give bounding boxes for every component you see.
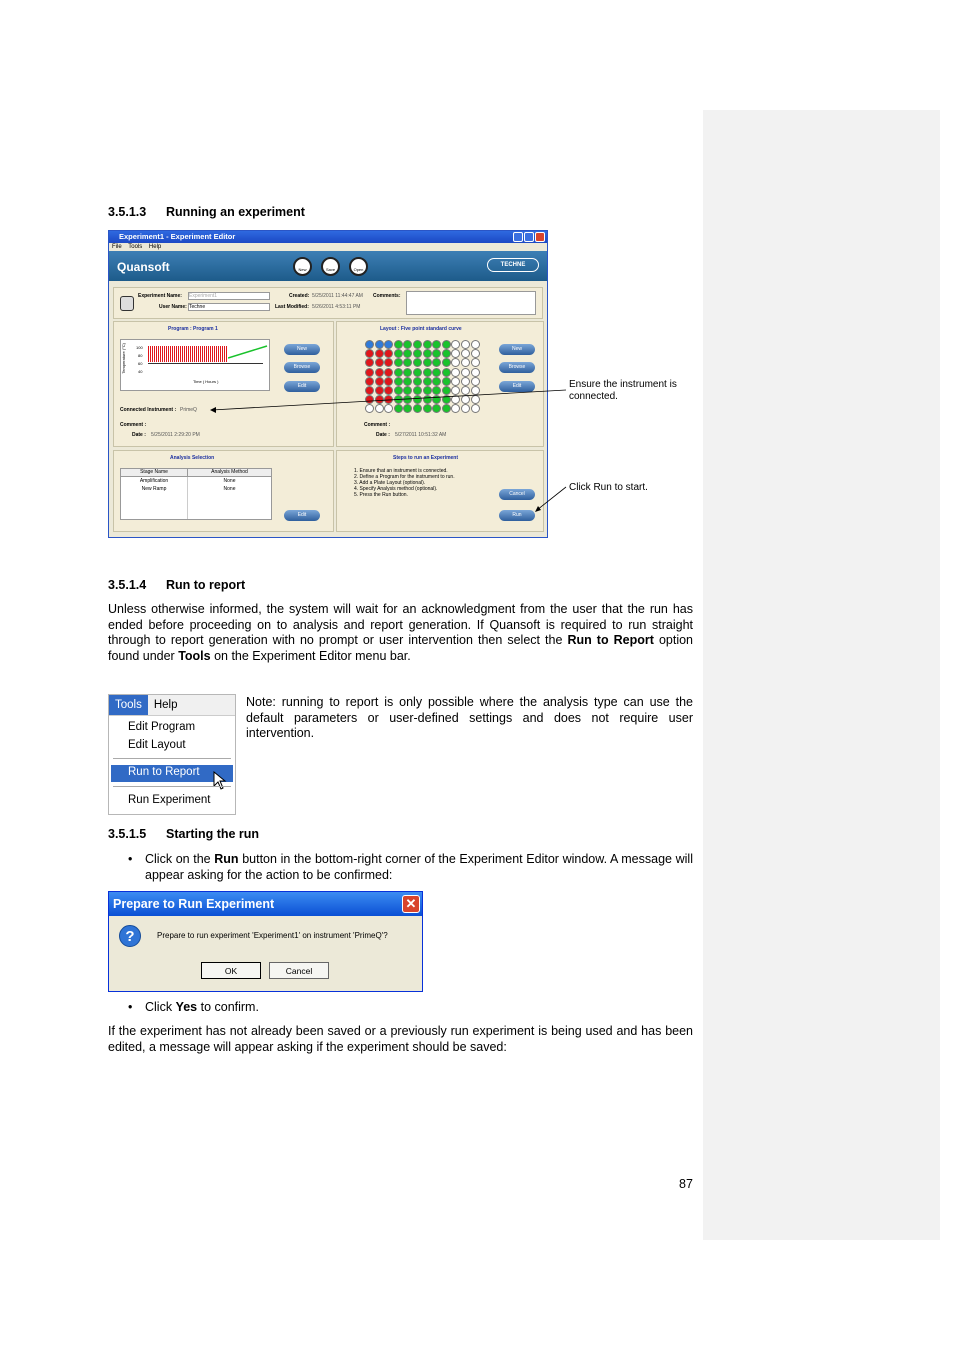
comment-margin [703, 110, 940, 1240]
menu-item-edit-layout[interactable]: Edit Layout [128, 739, 186, 751]
menu-item-run-to-report[interactable]: Run to Report [111, 765, 233, 782]
section-heading-report: 3.5.1.4 Run to report [108, 578, 246, 592]
exp-name-field[interactable]: Experiment1 [188, 292, 270, 300]
analysis-edit-button[interactable]: Edit [284, 510, 320, 521]
new-icon[interactable]: New [293, 257, 312, 276]
report-paragraph: Unless otherwise informed, the system will wait for an acknowledgment from the user that the run has ended before proceeding on to analysis and report generation. If Quansoft is required to run straight through to report generation with no prompt or user intervention then select the Run to Report option found under Tools on the Experiment Editor menu bar. [108, 602, 693, 663]
menu-separator [113, 758, 231, 759]
menu-file[interactable]: File [112, 244, 122, 250]
menu-item-run-experiment[interactable]: Run Experiment [128, 794, 211, 806]
layout-edit-button[interactable]: Edit [499, 381, 535, 392]
step-item: 3. Add a Plate Layout (optional). [354, 480, 426, 486]
save-icon[interactable]: Save [321, 257, 340, 276]
cursor-icon [213, 771, 227, 791]
bullet-confirm: Click Yes to confirm. [145, 1000, 259, 1014]
y-tick: 60 [138, 361, 143, 366]
quansoft-logo: Quansoft [117, 260, 170, 274]
dialog-message: Prepare to run experiment 'Experiment1' on instrument 'PrimeQ'? [157, 931, 388, 940]
modified-label: Last Modified: [275, 304, 309, 310]
save-prompt-paragraph: If the experiment has not already been saved or a previously run experiment is being used and has been edited, a message will appear asking if the experiment should be saved: [108, 1024, 693, 1054]
run-to-report-note: Note: running to report is only possible where the analysis type can use the default parameters or user-defined settings and does not require user intervention. [246, 695, 693, 740]
connected-instrument-label: Connected Instrument : [120, 407, 177, 413]
ok-button[interactable]: OK [201, 962, 261, 979]
analysis-cell: New Ramp [141, 486, 167, 492]
analysis-header-method: Analysis Method [188, 469, 271, 477]
close-icon[interactable]: ✕ [402, 895, 420, 913]
run-button[interactable]: Run [499, 510, 535, 521]
program-date-value: 5/25/2011 2:29:20 PM [151, 432, 200, 438]
created-value: 5/25/2011 11:44:47 AM [312, 293, 363, 299]
step-item: 4. Specify Analysis method (optional). [354, 486, 438, 492]
editor-title: Experiment1 - Experiment Editor [119, 232, 236, 241]
layout-title: Layout : Five point standard curve [380, 326, 462, 332]
program-comment-label: Comment : [120, 422, 147, 428]
prepare-run-dialog [108, 891, 423, 992]
tools-menubar [109, 695, 235, 716]
step-item: 5. Press the Run button. [354, 492, 408, 498]
graph-y-axis-label: Temperature (°C) [121, 343, 126, 374]
layout-new-button[interactable]: New [499, 344, 535, 355]
dialog-cancel-button[interactable]: Cancel [269, 962, 329, 979]
callout-instrument: Ensure the instrument is connected. [569, 379, 677, 402]
modified-value: 5/26/2011 4:53:11 PM [312, 304, 361, 310]
menu-separator [113, 786, 231, 787]
analysis-header-stage: Stage Name [121, 469, 188, 477]
section-heading-starting: 3.5.1.5 Starting the run [108, 827, 260, 841]
graph-x-axis-label: Time ( Hours ) [193, 379, 219, 384]
exp-name-label: Experiment Name: [138, 293, 182, 299]
tools-menu-screenshot [108, 694, 236, 815]
step-item: 1. Ensure that an instrument is connected. [354, 468, 448, 474]
steps-title: Steps to run an Experiment [393, 455, 459, 461]
program-date-label: Date : [132, 432, 146, 438]
user-name-field[interactable]: Techne [188, 303, 270, 311]
menu-help[interactable]: Help [153, 699, 178, 711]
connected-instrument-value: PrimeQ [180, 407, 197, 413]
y-tick: 40 [138, 369, 143, 374]
layout-date-label: Date : [376, 432, 390, 438]
techne-logo: TECHNE [487, 258, 539, 272]
cancel-button[interactable]: Cancel [499, 489, 535, 500]
analysis-cell: Amplification [139, 478, 169, 484]
comments-label: Comments: [373, 293, 401, 299]
step-item: 2. Define a Program for the instrument to run. [354, 474, 455, 480]
bullet-dot: • [128, 1000, 133, 1014]
menu-tools[interactable]: Tools [128, 244, 143, 250]
user-name-label: User Name: [159, 304, 187, 310]
dialog-title-bar [109, 892, 422, 916]
program-new-button[interactable]: New [284, 344, 320, 355]
analysis-title: Analysis Selection [170, 455, 215, 461]
bullet-dot: • [128, 852, 133, 866]
layout-browse-button[interactable]: Browse [499, 362, 535, 373]
y-tick: 80 [138, 353, 143, 358]
y-tick: 100 [136, 345, 143, 350]
analysis-cell: None [223, 486, 236, 492]
callout-arrows [0, 0, 700, 560]
program-browse-button[interactable]: Browse [284, 362, 320, 373]
program-edit-button[interactable]: Edit [284, 381, 320, 392]
callout-run: Click Run to start. [569, 482, 648, 493]
analysis-cell: None [223, 478, 236, 484]
bullet-run-instructions: Click on the Run button in the bottom-right corner of the Experiment Editor window. A message will appear asking for the action to be confirmed: [145, 852, 693, 882]
dialog-title: Prepare to Run Experiment [113, 897, 275, 911]
question-icon: ? [119, 925, 141, 947]
program-title: Program : Program 1 [168, 326, 218, 332]
menu-tools-active[interactable]: Tools [109, 695, 148, 715]
page-number: 87 [679, 1177, 693, 1191]
section-heading-running: 3.5.1.3 Running an experiment [108, 205, 305, 219]
layout-date-value: 5/27/2011 10:51:32 AM [395, 432, 447, 438]
menu-help[interactable]: Help [148, 244, 162, 250]
open-icon[interactable]: Open [349, 257, 368, 276]
created-label: Created: [289, 293, 310, 299]
layout-comment-label: Comment : [364, 422, 391, 428]
menu-item-edit-program[interactable]: Edit Program [128, 721, 196, 733]
